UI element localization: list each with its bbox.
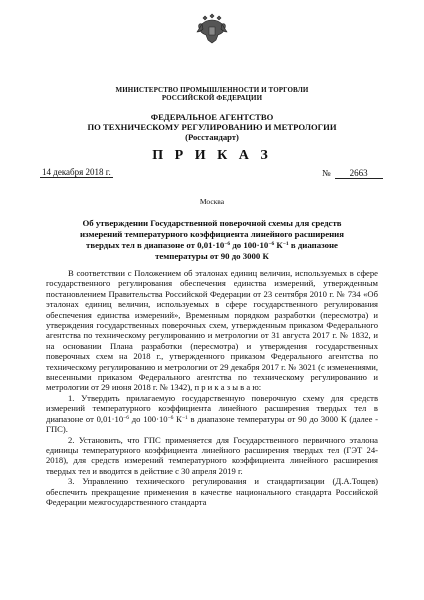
title-exponent-2: −6 [268,241,275,247]
item-1-exponent-3: −1 [181,414,188,421]
item-1-part-a: 1. Утвердить прилагаемую государственную поверочную схему для средств измерений температурного коэффициента линейного расширения твердых тел в диапазоне от 0,01·10 [46,392,378,424]
item-1-exponent-1: −6 [123,414,129,421]
order-date-value: 14 декабря 2018 г. [42,167,111,177]
title-line-3-part-c: К [274,240,283,250]
number-sign: № [322,168,331,178]
item-1-exponent-2: −6 [167,414,174,421]
ministry-header [0,86,424,102]
title-line-3 [60,240,364,251]
order-number [322,168,383,179]
order-body [46,268,378,507]
agency-line-3: (Росстандарт) [185,132,239,143]
item-1-part-d: в диапазоне температуры от 90 до 3000 К (далее - ГПС). [46,413,379,435]
ministry-line-1: МИНИСТЕРСТВО ПРОМЫШЛЕННОСТИ И ТОРГОВЛИ [115,86,309,94]
agency-line-2: ПО ТЕХНИЧЕСКОМУ РЕГУЛИРОВАНИЮ И МЕТРОЛОГИИ [87,122,337,133]
coat-of-arms-emblem [196,10,228,46]
city-name: Москва [199,197,225,206]
title-exponent-1: −6 [224,241,231,247]
paragraph-item-2: 2. Установить, что ГПС применяется для Государственного первичного эталона единицы температурного коэффициента линейного расширения твердых тел (ГЭТ 24-2018), для средств измерений температурного коэффициента линейного расширения твердых тел и вводится в действие с 30 апреля 2019 г. [46,434,378,476]
paragraph-item-1 [46,393,378,435]
order-number-value: 2663 [335,168,383,179]
order-title [60,218,364,262]
title-line-3-part-b: до 100·10 [230,240,269,250]
item-1-part-c: К [173,413,182,424]
paragraph-preamble: В соответствии с Положением об эталонах единиц величин, используемых в сфере государственного регулирования обеспечения единства измерений, утвержденным постановлением Правительства Российской Федерации от 23 сентября 2010 г. № 734 «Об эталонах единиц величин, используемых в сфере государственного регулирования обеспечения единства измерений», Временным порядком разработки (пересмотра) и утверждения государственных поверочных схем, утвержденным приказом Федерального агентства по техническому регулированию и метрологии от 31 августа 2017 г. № 1832, и на основании Плана разработки (пересмотра) и утверждения государственных поверочных схем на 2018 г., утвержденного приказом Федерального агентства по техническому регулированию и метрологии от 29 декабря 2017 г. № 3021 (с изменениями, внесенными приказом Федерального агентства по техническому регулированию и метрологии от 29 июня 2018 г. № 1342), п р и к а з ы в а ю: [46,268,378,393]
title-line-2: измерений температурного коэффициента линейного расширения [79,229,345,239]
paragraph-item-3: 3. Управлению технического регулирования и стандартизации (Д.А.Тощев) обеспечить прекращение применения в качестве национального стандарта Российской Федерации межгосударственного стандарта [46,476,378,507]
ministry-line-2: РОССИЙСКОЙ ФЕДЕРАЦИИ [161,94,263,102]
title-line-3-part-a: твердых тел в диапазоне от 0,01·10 [86,240,225,250]
title-line-1: Об утверждении Государственной поверочной схемы для средств [82,218,342,228]
title-line-4: температуры от 90 до 3000 К [155,251,269,261]
item-1-part-b: до 100·10 [128,413,168,424]
document-type: П Р И К А З [152,148,272,163]
title-line-3-part-d: в диапазоне [288,240,338,250]
title-exponent-3: −1 [282,241,289,247]
agency-line-1: ФЕДЕРАЛЬНОЕ АГЕНТСТВО [150,112,274,122]
order-date [40,167,113,178]
agency-header [0,112,424,143]
